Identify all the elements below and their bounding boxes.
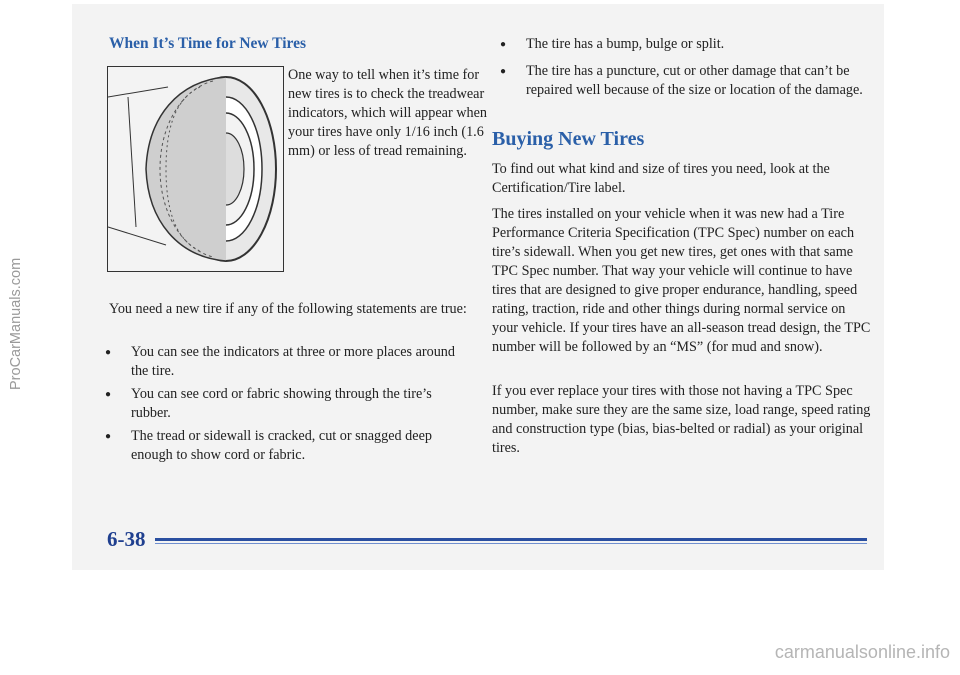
section-heading: Buying New Tires	[492, 128, 645, 150]
tire-icon	[108, 67, 283, 271]
tire-illustration	[107, 66, 284, 272]
paragraph: To find out what kind and size of tires you need, look at the Certification/Tire label.	[492, 161, 830, 196]
bullet-text: The tire has a puncture, cut or other damage that can’t be repaired well because of the size or location of the damage.	[526, 63, 863, 98]
page-number: 6-38	[107, 527, 146, 551]
paragraph: If you ever replace your tires with those not having a TPC Spec number, make sure they are the same size, load range, speed rating and construction type (bias, bias-belted or radial) as your original tires.	[492, 383, 871, 456]
list-item	[105, 427, 476, 465]
bottom-watermark[interactable]: carmanualsonline.info	[774, 642, 950, 662]
bullet-icon: ●	[105, 389, 112, 400]
bullet-text: The tire has a bump, bulge or split.	[526, 36, 725, 52]
footer-rule	[155, 538, 867, 541]
bullet-text: You can see cord or fabric showing through the tire’s rubber.	[131, 386, 432, 421]
treadwear-description: One way to tell when it’s time for new tires is to check the treadwear indicators, which will appear when your tires have only 1/16 inch (1.6 mm) or less of tread remaining.	[288, 67, 487, 159]
bullet-text: The tread or sidewall is cracked, cut or snagged deep enough to show cord or fabric.	[131, 428, 432, 463]
list-item	[105, 385, 461, 423]
bullet-icon: ●	[105, 431, 112, 442]
section-title: When It’s Time for New Tires	[109, 35, 307, 52]
side-watermark: ProCarManuals.com	[8, 257, 24, 390]
bullet-icon: ●	[500, 66, 507, 77]
bullet-text: You can see the indicators at three or more places around the tire.	[131, 344, 455, 379]
bullet-icon: ●	[105, 347, 112, 358]
list-item	[500, 35, 871, 54]
paragraph: The tires installed on your vehicle when it was new had a Tire Performance Criteria Specification (TPC Spec) number on each tire’s sidewall. When you get new tires, get ones with that same TPC Spec number. That way your vehicle will continue to have tires that are designed to give proper endurance, handling, speed rating, traction, ride and other things during normal service on your vehicle. If your tires have an all-season tread design, the TPC number will be followed by an “MS” (for mud and snow).	[492, 206, 871, 355]
list-item	[105, 343, 461, 381]
intro-paragraph: You need a new tire if any of the following statements are true:	[109, 301, 467, 317]
bullet-icon: ●	[500, 39, 507, 50]
list-item	[500, 62, 871, 100]
footer-rule-thin	[155, 543, 867, 544]
